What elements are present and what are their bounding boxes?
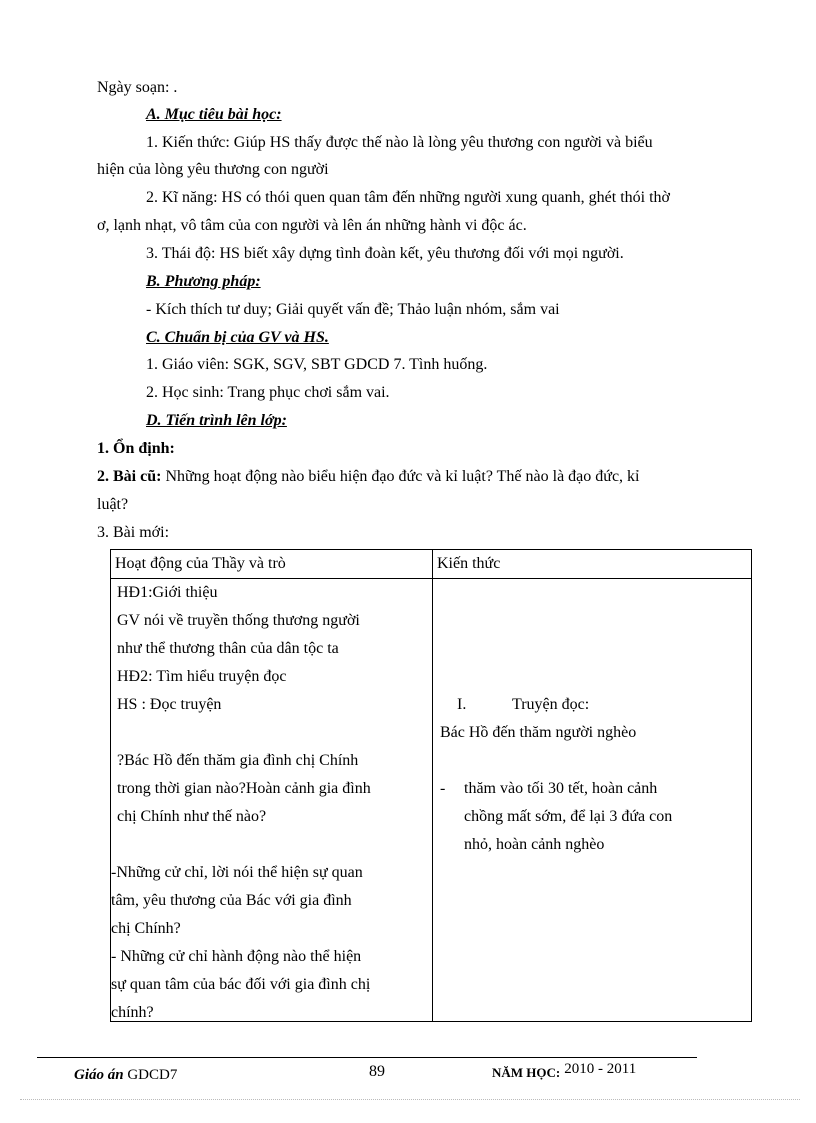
activity-line: sự quan tâm của bác đối với gia đình chị — [111, 976, 371, 993]
bai-moi: 3. Bài mới: — [97, 524, 170, 541]
footer-subject: GDCD7 — [127, 1067, 178, 1083]
footer-left — [74, 1067, 177, 1084]
bullet-dash: - — [440, 780, 446, 797]
activity-line: chị Chính? — [111, 920, 181, 937]
activity-line: chị Chính như thế nào? — [117, 808, 267, 825]
bai-cu-line1 — [97, 467, 640, 487]
footer-label: Giáo án — [74, 1067, 124, 1083]
activity-line: như thể thương thân của dân tộc ta — [117, 640, 339, 657]
objective-knowledge-line1: 1. Kiến thức: Giúp HS thấy được thế nào là lòng yêu thương con người và biểu — [146, 134, 653, 151]
objective-attitude: 3. Thái độ: HS biết xây dựng tình đoàn kết, yêu thương đối với mọi người. — [146, 245, 624, 262]
section-number: I. — [457, 696, 467, 713]
bai-cu-line2: luật? — [97, 496, 129, 513]
section-b-title: B. Phương pháp: — [146, 273, 261, 290]
section-c-title: C. Chuẩn bị của GV và HS. — [146, 329, 329, 346]
prep-student: 2. Học sinh: Trang phục chơi sắm vai. — [146, 384, 390, 401]
bottom-dotted-rule — [20, 1099, 800, 1100]
table-header-activity: Hoạt động của Thầy và trò — [111, 550, 433, 579]
activity-line: GV nói về truyền thống thương người — [117, 612, 360, 629]
activity-line: -Những cử chỉ, lời nói thể hiện sự quan — [111, 864, 363, 881]
activity-line: HĐ1:Giới thiệu — [117, 584, 218, 601]
story-title: Bác Hồ đến thăm người nghèo — [440, 724, 637, 741]
section-d-title: D. Tiến trình lên lớp: — [146, 412, 287, 429]
activity-line: - Những cử chỉ hành động nào thể hiện — [111, 948, 362, 965]
activity-cell — [111, 579, 433, 1022]
section-title: Truyện đọc: — [512, 696, 590, 713]
activity-line: HS : Đọc truyện — [117, 696, 222, 713]
footer-year — [492, 1061, 637, 1082]
knowledge-line: thăm vào tối 30 tết, hoàn cảnh — [464, 780, 658, 797]
objective-knowledge-line2: hiện của lòng yêu thương con người — [97, 161, 329, 178]
page-number: 89 — [369, 1063, 385, 1080]
activity-line: tâm, yêu thương của Bác với gia đình — [111, 892, 352, 909]
bai-cu-label: 2. Bài cũ: — [97, 468, 162, 485]
activity-line: HĐ2: Tìm hiểu truyện đọc — [117, 668, 287, 685]
knowledge-line: chồng mất sớm, để lại 3 đứa con — [464, 808, 673, 825]
objective-skill-line1: 2. Kĩ năng: HS có thói quen quan tâm đến những người xung quanh, ghét thói thờ — [146, 189, 670, 206]
footer-rule — [37, 1057, 697, 1058]
bai-cu-question: Những hoạt động nào biểu hiện đạo đức và kỉ luật? Thế nào là đạo đức, kỉ — [165, 468, 640, 485]
activity-line: chính? — [111, 1004, 154, 1021]
table-header-knowledge: Kiến thức — [433, 550, 752, 579]
knowledge-line: nhỏ, hoàn cảnh nghèo — [464, 836, 605, 853]
ngay-soan: Ngày soạn: . — [97, 79, 178, 96]
on-dinh: 1. Ổn định: — [97, 440, 175, 457]
year-value: 2010 - 2011 — [564, 1061, 637, 1077]
table-row — [111, 579, 752, 1022]
method-line: - Kích thích tư duy; Giải quyết vấn đề; Thảo luận nhóm, sắm vai — [146, 301, 560, 318]
table-header-row — [111, 550, 752, 579]
section-a-title: A. Mục tiêu bài học: — [146, 106, 282, 123]
prep-teacher: 1. Giáo viên: SGK, SGV, SBT GDCD 7. Tình huống. — [146, 356, 488, 373]
activity-line: trong thời gian nào?Hoàn cảnh gia đình — [117, 780, 371, 797]
activity-line: ?Bác Hồ đến thăm gia đình chị Chính — [117, 752, 359, 769]
knowledge-cell — [433, 579, 752, 1022]
lesson-table — [110, 549, 752, 1022]
year-label: NĂM HỌC: — [492, 1065, 561, 1080]
objective-skill-line2: ơ, lạnh nhạt, vô tâm của con người và lên án những hành vi độc ác. — [97, 217, 527, 234]
